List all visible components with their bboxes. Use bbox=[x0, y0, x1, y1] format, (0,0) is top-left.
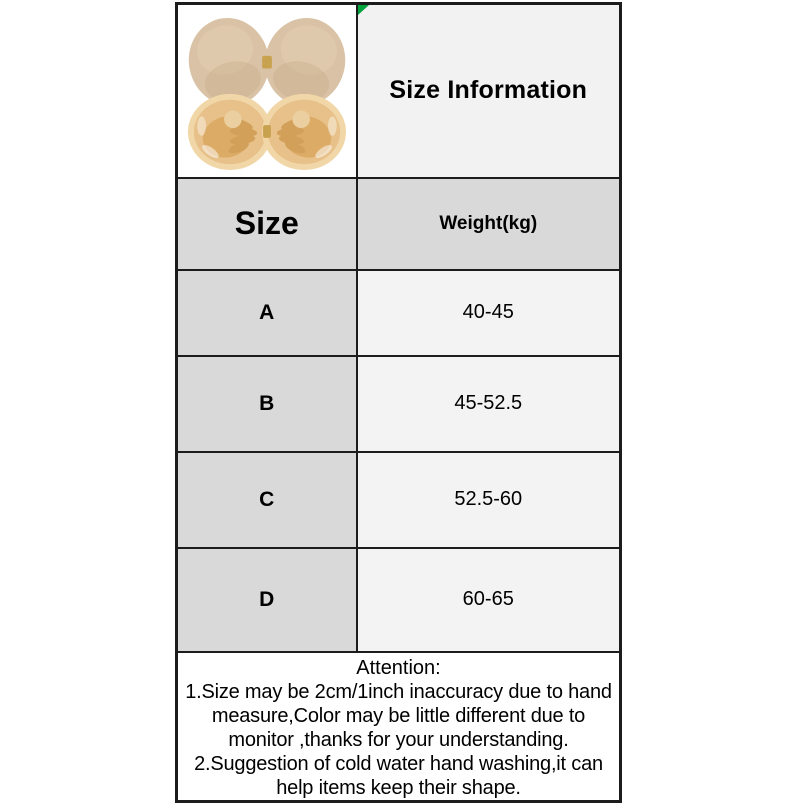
table-header-row bbox=[177, 178, 621, 270]
size-information-header-cell bbox=[357, 4, 621, 178]
size-value: C bbox=[259, 487, 275, 511]
attention-title: Attention: bbox=[356, 656, 441, 679]
weight-value: 45-52.5 bbox=[454, 392, 523, 414]
size-value: A bbox=[259, 300, 275, 324]
table-row-d bbox=[177, 548, 621, 652]
size-cell-a bbox=[177, 270, 357, 356]
weight-value: 60-65 bbox=[462, 588, 514, 610]
table-row-c bbox=[177, 452, 621, 548]
size-chart-table bbox=[175, 2, 622, 803]
bra-inside-view bbox=[188, 94, 346, 170]
weight-cell-b bbox=[357, 356, 621, 452]
size-cell-c bbox=[177, 452, 357, 548]
weight-column-label: Weight(kg) bbox=[439, 212, 538, 234]
size-cell-b bbox=[177, 356, 357, 452]
attention-row bbox=[177, 652, 621, 802]
weight-value: 40-45 bbox=[462, 301, 514, 323]
attention-note-1: 1.Size may be 2cm/1inch inaccuracy due to hand measure,Color may be little different due to monitor ,thanks for your understanding. bbox=[185, 680, 612, 751]
size-value: B bbox=[259, 391, 275, 415]
product-photo bbox=[178, 11, 356, 171]
weight-value: 52.5-60 bbox=[454, 488, 523, 510]
attention-note-2: 2.Suggestion of cold water hand washing,it can help items keep their shape. bbox=[194, 752, 603, 799]
page-title: Size Information bbox=[389, 76, 588, 105]
green-corner-triangle-icon bbox=[358, 5, 369, 15]
table-row-a bbox=[177, 270, 621, 356]
size-cell-d bbox=[177, 548, 357, 652]
table-row-product bbox=[177, 4, 621, 178]
bra-front-view bbox=[184, 11, 350, 113]
column-header-size bbox=[177, 178, 357, 270]
attention-box bbox=[177, 652, 621, 802]
weight-cell-a bbox=[357, 270, 621, 356]
size-value: D bbox=[259, 587, 275, 611]
product-photo-cell bbox=[177, 4, 357, 178]
column-header-weight bbox=[357, 178, 621, 270]
weight-cell-c bbox=[357, 452, 621, 548]
weight-cell-d bbox=[357, 548, 621, 652]
adhesive-bra-image bbox=[184, 11, 350, 171]
size-column-label: Size bbox=[234, 205, 299, 241]
table-row-b bbox=[177, 356, 621, 452]
